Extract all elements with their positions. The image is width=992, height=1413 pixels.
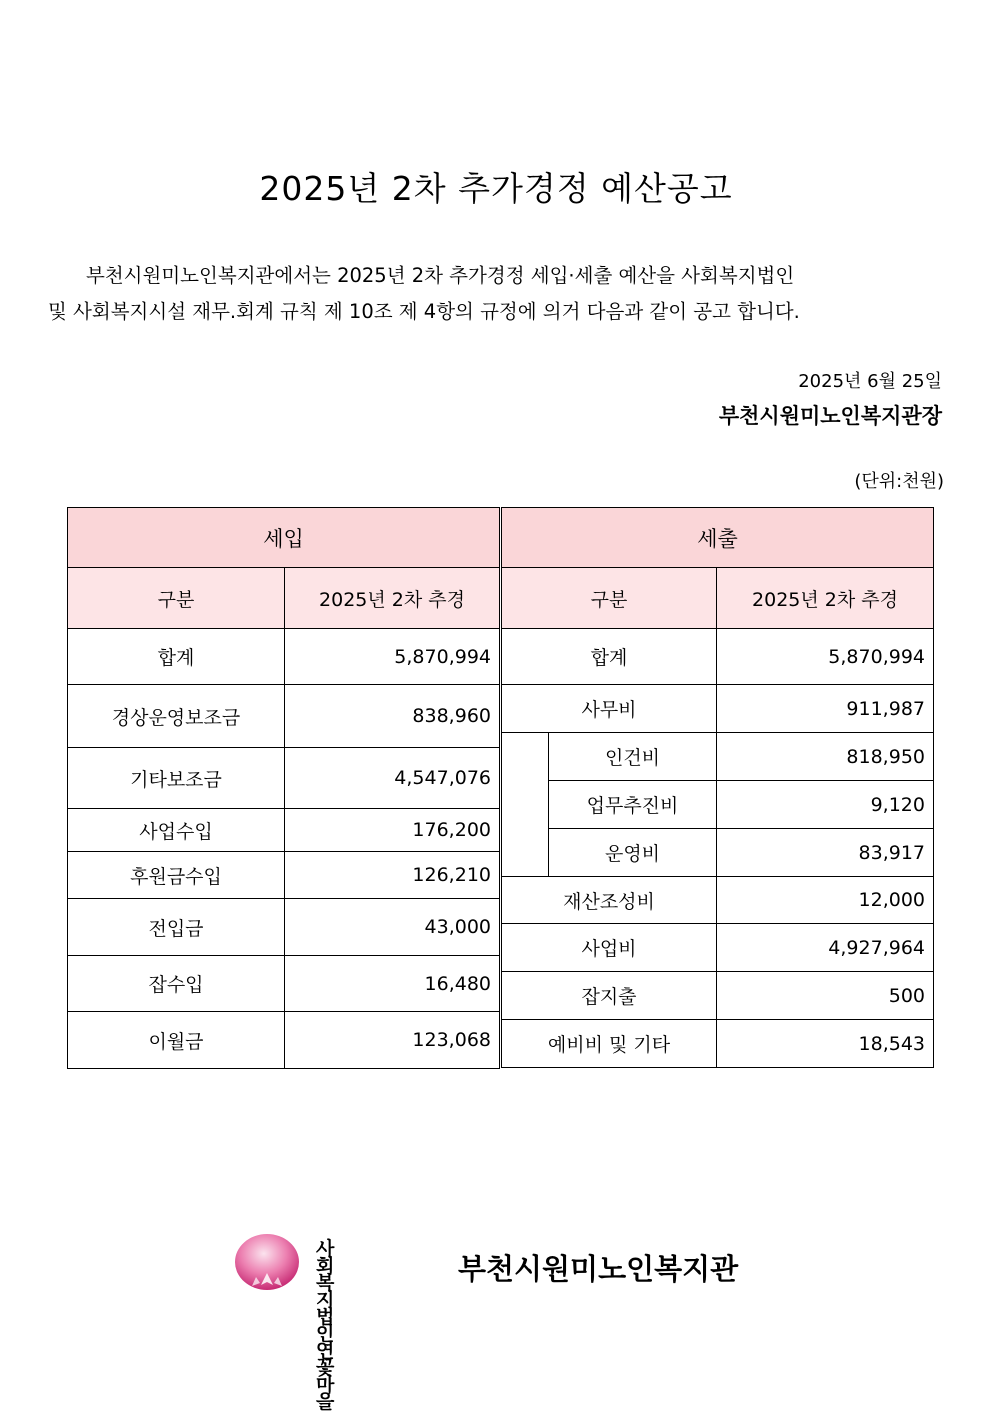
expense-label: 사무비: [502, 685, 717, 733]
unit-note: (단위:천원): [854, 471, 944, 492]
income-value: 126,210: [285, 852, 500, 899]
income-label: 잡수입: [68, 956, 285, 1012]
expense-label: 합계: [502, 629, 717, 685]
table-row: [68, 956, 500, 1012]
income-label: 전입금: [68, 899, 285, 956]
expense-value: 12,000: [717, 877, 934, 924]
corp-type-label: [316, 1238, 349, 1413]
expense-indent-cell: [502, 733, 549, 877]
expense-col-category: 구분: [502, 568, 717, 629]
expense-sub-label: 운영비: [549, 829, 717, 877]
expense-sub-label: 인건비: [549, 733, 717, 781]
income-value: 5,870,994: [285, 629, 500, 685]
expense-sub-label: 업무추진비: [549, 781, 717, 829]
expense-label: 재산조성비: [502, 877, 717, 924]
corp-short-text: 연꽃마을: [316, 1340, 349, 1413]
expense-header: 세출: [502, 508, 934, 568]
table-row: [502, 629, 934, 685]
income-value: 838,960: [285, 685, 500, 748]
income-label: 사업수입: [68, 809, 285, 852]
table-row: [502, 972, 934, 1020]
org-name: 부천시원미노인복지관: [458, 1252, 739, 1286]
expense-value: 83,917: [717, 829, 934, 877]
expense-table: [501, 507, 934, 1068]
income-value: 43,000: [285, 899, 500, 956]
expense-value: 500: [717, 972, 934, 1020]
income-value: 16,480: [285, 956, 500, 1012]
expense-label: 사업비: [502, 924, 717, 972]
table-row: [68, 629, 500, 685]
income-value: 176,200: [285, 809, 500, 852]
income-col-amount: 2025년 2차 추경: [285, 568, 500, 629]
notice-line-2: 및 사회복지시설 재무.회계 규칙 제 10조 제 4항의 규정에 의거 다음과 같이 공고 합니다.: [48, 300, 800, 323]
table-row: [502, 733, 934, 781]
table-row: [502, 1020, 934, 1068]
notice-line-1: 부천시원미노인복지관에서는 2025년 2차 추가경정 세입·세출 예산을 사회복지법인: [86, 264, 795, 287]
expense-value: 4,927,964: [717, 924, 934, 972]
expense-label: 예비비 및 기타: [502, 1020, 717, 1068]
table-row: [502, 685, 934, 733]
table-row: [68, 1012, 500, 1069]
lotus-logo-icon: [234, 1233, 300, 1291]
expense-value: 18,543: [717, 1020, 934, 1068]
expense-col-amount: 2025년 2차 추경: [717, 568, 934, 629]
corp-type-text: 사회복지법인: [316, 1238, 339, 1345]
income-value: 4,547,076: [285, 748, 500, 809]
table-row: [502, 924, 934, 972]
expense-label: 잡지출: [502, 972, 717, 1020]
page-title: 2025년 2차 추가경정 예산공고: [259, 169, 733, 208]
income-header: 세입: [68, 508, 500, 568]
income-label: 합계: [68, 629, 285, 685]
income-label: 후원금수입: [68, 852, 285, 899]
income-label: 기타보조금: [68, 748, 285, 809]
income-table: [67, 507, 500, 1069]
notice-date: 2025년 6월 25일: [798, 371, 942, 392]
table-row: [502, 877, 934, 924]
expense-value: 5,870,994: [717, 629, 934, 685]
table-row: [502, 781, 934, 829]
income-value: 123,068: [285, 1012, 500, 1069]
signer-name: 부천시원미노인복지관장: [718, 404, 942, 428]
expense-value: 9,120: [717, 781, 934, 829]
table-row: [68, 748, 500, 809]
table-row: [68, 809, 500, 852]
table-row: [68, 899, 500, 956]
expense-value: 818,950: [717, 733, 934, 781]
expense-value: 911,987: [717, 685, 934, 733]
table-row: [68, 685, 500, 748]
income-label: 경상운영보조금: [68, 685, 285, 748]
table-row: [502, 829, 934, 877]
table-row: [68, 852, 500, 899]
income-label: 이월금: [68, 1012, 285, 1069]
income-col-category: 구분: [68, 568, 285, 629]
